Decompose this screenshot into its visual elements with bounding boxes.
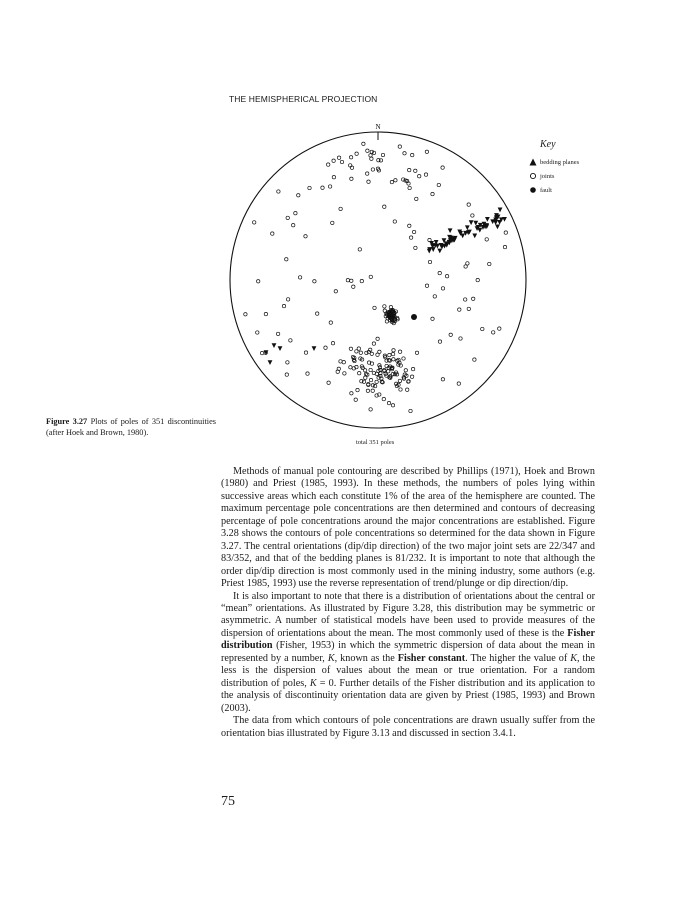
joint-pole-155 (387, 370, 390, 373)
paragraph-3: The data from which contours of pole concentrations are drawn usually suffer from the orientation bias illustrated by Figure 3.13 and discussed in section 3.4.1. (221, 715, 595, 739)
joint-pole-299 (418, 175, 421, 178)
joint-pole-142 (349, 366, 352, 369)
joint-pole-217 (350, 279, 353, 282)
joint-pole-99 (385, 364, 388, 367)
joint-pole-263 (304, 235, 307, 238)
joint-pole-241 (264, 312, 267, 315)
joint-pole-121 (382, 397, 385, 400)
joint-pole-289 (370, 157, 373, 160)
bedding-pole-8 (448, 228, 453, 233)
joint-pole-174 (409, 409, 412, 412)
joint-pole-154 (363, 369, 366, 372)
joint-pole-183 (297, 194, 300, 197)
joint-pole-274 (411, 153, 414, 156)
bedding-pole-33 (460, 234, 465, 239)
joint-pole-296 (332, 159, 335, 162)
joint-pole-133 (358, 372, 361, 375)
joint-pole-242 (346, 279, 349, 282)
joint-pole-282 (308, 186, 311, 189)
joint-pole-246 (449, 333, 452, 336)
joint-pole-137 (371, 389, 374, 392)
bedding-pole-1 (498, 208, 503, 213)
joint-pole-234 (257, 280, 260, 283)
joint-pole-247 (383, 205, 386, 208)
joint-pole-292 (349, 164, 352, 167)
joint-pole-223 (282, 304, 285, 307)
legend-label: fault (540, 186, 552, 194)
circle-open-icon (528, 171, 540, 181)
bedding-plane-poles (264, 208, 507, 365)
joint-pole-122 (398, 379, 401, 382)
joint-pole-204 (334, 290, 337, 293)
joint-pole-177 (428, 260, 431, 263)
joint-pole-277 (408, 168, 411, 171)
north-label: N (375, 123, 381, 131)
joint-pole-256 (253, 221, 256, 224)
joint-pole-162 (366, 389, 369, 392)
joint-pole-180 (373, 306, 376, 309)
joint-pole-67 (406, 388, 409, 391)
joint-pole-63 (371, 384, 374, 387)
bedding-pole-73 (312, 346, 317, 351)
joint-pole-85 (391, 352, 394, 355)
joint-pole-186 (476, 278, 479, 281)
joint-pole-224 (331, 342, 334, 345)
joint-pole-117 (349, 347, 352, 350)
joint-pole-258 (321, 186, 324, 189)
joint-pole-203 (358, 248, 361, 251)
joint-pole-145 (398, 350, 401, 353)
joint-pole-202 (352, 285, 355, 288)
joint-pole-194 (327, 381, 330, 384)
joint-pole-179 (260, 351, 263, 354)
joint-pole-79 (356, 388, 359, 391)
joint-pole-212 (412, 230, 415, 233)
joint-pole-260 (425, 150, 428, 153)
joint-pole-103 (342, 361, 345, 364)
joint-pole-17 (383, 309, 386, 312)
joint-pole-157 (415, 351, 418, 354)
joint-pole-233 (438, 340, 441, 343)
joint-pole-200 (441, 378, 444, 381)
joint-pole-143 (357, 347, 360, 350)
joint-pole-297 (414, 169, 417, 172)
joint-pole-290 (328, 185, 331, 188)
joint-pole-178 (391, 404, 394, 407)
joint-pole-250 (277, 190, 280, 193)
joint-pole-272 (350, 166, 353, 169)
joint-pole-259 (339, 360, 342, 363)
joint-pole-189 (360, 279, 363, 282)
joint-pole-175 (431, 317, 434, 320)
joint-pole-221 (408, 186, 411, 189)
bedding-pole-67 (502, 217, 507, 222)
legend-item-fault (528, 183, 628, 197)
joint-pole-270 (350, 177, 353, 180)
joint-pole-165 (410, 375, 413, 378)
joint-pole-148 (402, 357, 405, 360)
joint-pole-243 (286, 298, 289, 301)
joint-pole-261 (294, 212, 297, 215)
bedding-pole-7 (427, 249, 432, 254)
bedding-pole-23 (472, 233, 477, 238)
joint-pole-198 (459, 337, 462, 340)
joint-pole-193 (327, 163, 330, 166)
joint-pole-210 (431, 192, 434, 195)
joint-pole-275 (403, 152, 406, 155)
joint-pole-147 (354, 398, 357, 401)
joint-pole-295 (349, 156, 352, 159)
joint-pole-215 (409, 236, 412, 239)
bedding-pole-70 (272, 343, 277, 348)
joint-pole-136 (343, 372, 346, 375)
joint-pole-287 (332, 176, 335, 179)
bedding-pole-60 (431, 247, 436, 252)
joint-pole-206 (271, 232, 274, 235)
joint-pole-269 (425, 284, 428, 287)
joint-pole-139 (373, 384, 376, 387)
joint-pole-238 (285, 258, 288, 261)
paragraph-1: Methods of manual pole contouring are described by Phillips (1971), Hoek and Brown (1980) and Priest (1985, 1993). In these methods, the numbers of poles lying within successive areas which each constitute 1% of the area of the hemisphere are counted. The maximum percentage pole concentrations are then determined and contours of decreasing percentage of pole concentrations around the major concentrations are established. Figure 3.28 shows the contours of pole concentrations so determined for the data shown in Figure 3.27. The central orientations (dip/dip direction) of the two major joint sets are 22/347 and 83/352, and that of the bedding planes is 81/232. It is important to note that although the order dip/dip direction is most commonly used in the mining industry, some authors (e.g. Priest 1985, 1993) use the reverse representation of trend/plunge or dip direction/dip. (221, 466, 595, 590)
joint-pole-213 (367, 180, 370, 183)
joint-pole-244 (466, 262, 469, 265)
triangle-filled-icon (528, 157, 540, 167)
joint-pole-187 (467, 307, 470, 310)
stereonet-plot (230, 123, 560, 450)
joint-pole-245 (329, 321, 332, 324)
joint-pole-237 (289, 339, 292, 342)
joint-pole-240 (256, 331, 259, 334)
joint-pole-283 (398, 145, 401, 148)
body-text (221, 466, 595, 740)
bedding-pole-62 (469, 220, 474, 225)
legend-label: bedding planes (540, 158, 580, 166)
joint-pole-249 (369, 408, 372, 411)
joint-pole-285 (355, 152, 358, 155)
legend-label: joints (540, 172, 555, 180)
joint-pole-208 (458, 308, 461, 311)
joint-pole-286 (394, 179, 397, 182)
joint-pole-135 (370, 352, 373, 355)
bedding-pole-71 (278, 346, 283, 351)
joint-pole-239 (369, 275, 372, 278)
joint-pole-248 (438, 271, 441, 274)
joint-pole-257 (492, 331, 495, 334)
joint-pole-211 (504, 231, 507, 234)
fault-poles (411, 314, 417, 320)
joint-pole-228 (414, 246, 417, 249)
joint-pole-288 (424, 173, 427, 176)
joint-pole-132 (376, 353, 379, 356)
fisher-constant-term: Fisher constant (397, 652, 466, 664)
paragraph-2: It is also important to note that there is a distribution of orientations about the central or “mean” orientations. As illustrated by Figure 3.28, this distribution may be symmetric or asymmetric. A number of statistical models have been used to provide measures of the dispersion of orientations about the mean. The most commonly used of these is the Fisher distribution (Fisher, 1953) in which the symmetric dispersion of data about the mean in represented by a number, K, known as the Fisher constant. The higher the value of K, the less is the dispersion of values about the mean or true orientation. For a random distribution of poles, K = 0. Further details of the Fisher distribution and its application to the analysis of discontinuity orientation data are given by Priest (1985, 1993) and Brown (2003). (221, 590, 596, 714)
legend-title: Key (540, 139, 556, 150)
joint-pole-173 (464, 298, 467, 301)
bedding-pole-58 (437, 249, 442, 254)
joint-poles (244, 142, 508, 413)
joint-pole-226 (324, 346, 327, 349)
joint-pole-209 (498, 327, 501, 330)
joint-pole-185 (467, 203, 470, 206)
joint-pole-254 (371, 168, 374, 171)
page-number: 75 (221, 794, 235, 809)
joint-pole-231 (276, 332, 279, 335)
figure-caption (46, 416, 216, 438)
legend-item-joints (528, 169, 628, 183)
joint-pole-214 (445, 275, 448, 278)
joint-pole-298 (366, 172, 369, 175)
joint-pole-171 (244, 313, 247, 316)
joint-pole-294 (379, 159, 382, 162)
joint-pole-191 (390, 180, 393, 183)
fault-pole (411, 314, 417, 320)
joint-pole-196 (369, 154, 372, 157)
joint-pole-35 (383, 305, 386, 308)
joint-pole-255 (286, 361, 289, 364)
bedding-pole-74 (268, 360, 273, 365)
joint-pole-74 (392, 358, 395, 361)
joint-pole-156 (369, 378, 372, 381)
joint-pole-236 (457, 382, 460, 385)
joint-pole-197 (337, 156, 340, 159)
joint-pole-190 (503, 245, 506, 248)
joint-pole-207 (408, 224, 411, 227)
joint-pole-140 (375, 380, 378, 383)
joint-pole-159 (372, 342, 375, 345)
joint-pole-232 (298, 276, 301, 279)
joint-pole-195 (485, 238, 488, 241)
joint-pole-188 (306, 372, 309, 375)
joint-pole-225 (472, 297, 475, 300)
bedding-pole-0 (495, 225, 500, 230)
joint-pole-252 (316, 312, 319, 315)
joint-pole-170 (441, 287, 444, 290)
joint-pole-176 (331, 221, 334, 224)
primitive-circle (230, 132, 526, 428)
joint-pole-144 (399, 388, 402, 391)
running-head: THE HEMISPHERICAL PROJECTION (229, 94, 378, 104)
joint-pole-164 (350, 392, 353, 395)
joint-pole-95 (411, 367, 414, 370)
joint-pole-268 (437, 183, 440, 186)
joint-pole-262 (393, 220, 396, 223)
joint-pole-69 (376, 337, 379, 340)
joint-pole-169 (378, 364, 381, 367)
joint-pole-293 (366, 149, 369, 152)
circle-filled-icon (528, 185, 540, 195)
fisher-distribution-term: Fisher distribution (221, 627, 595, 652)
legend-item-bedding (528, 155, 628, 169)
joint-pole-264 (471, 214, 474, 217)
figure-label: Figure 3.27 (46, 417, 88, 426)
joint-pole-222 (488, 262, 491, 265)
joint-pole-70 (359, 351, 362, 354)
joint-pole-114 (388, 353, 391, 356)
legend (528, 139, 628, 197)
joint-pole-172 (286, 216, 289, 219)
joint-pole-192 (292, 224, 295, 227)
joint-pole-251 (441, 166, 444, 169)
joint-pole-271 (362, 142, 365, 145)
joint-pole-150 (392, 349, 395, 352)
joint-pole-229 (387, 401, 390, 404)
joint-pole-184 (339, 207, 342, 210)
figure-caption-text: Plots of poles of 351 discontinuities (after Hoek and Brown, 1980). (46, 417, 217, 437)
joint-pole-182 (285, 373, 288, 376)
joint-pole-284 (340, 160, 343, 163)
joint-pole-181 (415, 197, 418, 200)
joint-pole-253 (313, 280, 316, 283)
joint-pole-160 (404, 369, 407, 372)
total-poles-label: total 351 poles (356, 439, 395, 446)
joint-pole-68 (364, 376, 367, 379)
joint-pole-267 (481, 327, 484, 330)
joint-pole-266 (381, 153, 384, 156)
joint-pole-106 (369, 368, 372, 371)
bedding-pole-9 (473, 221, 478, 226)
joint-pole-235 (473, 358, 476, 361)
bedding-pole-19 (465, 225, 470, 230)
bedding-pole-12 (485, 217, 490, 222)
joint-pole-220 (304, 351, 307, 354)
joint-pole-205 (433, 295, 436, 298)
